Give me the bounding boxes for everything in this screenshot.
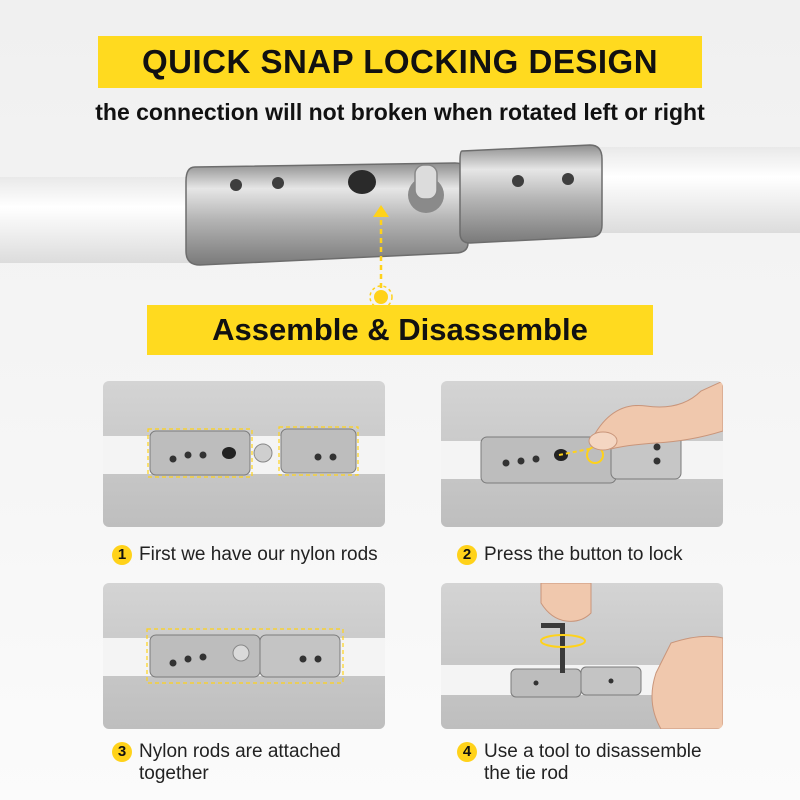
step-1-caption [112, 544, 378, 566]
section-title: Assemble & Disassemble [212, 312, 588, 347]
step-number-badge: 4 [457, 742, 477, 762]
step-text: Nylon rods are attached together [139, 741, 341, 784]
step-4-caption [457, 741, 702, 785]
nylon-rod-left [0, 177, 215, 263]
step-3-caption [112, 741, 341, 785]
hand-icon [589, 381, 723, 450]
step-2-image [441, 381, 723, 527]
hand-icon [541, 583, 723, 729]
step-number-badge: 3 [112, 742, 132, 762]
step-4-image [441, 583, 723, 729]
section-banner [147, 305, 653, 355]
nylon-rod-right [585, 147, 800, 233]
hero-connector-image [0, 125, 800, 325]
step-text: First we have our nylon rods [139, 544, 378, 565]
page-title: QUICK SNAP LOCKING DESIGN [141, 43, 659, 80]
subtitle: the connection will not broken when rotated left or right [95, 99, 705, 125]
title-banner [98, 36, 702, 88]
step-number-badge: 1 [112, 545, 132, 565]
step-text: Use a tool to disassemble the tie rod [484, 741, 702, 784]
ferrule-right [460, 145, 602, 243]
step-text: Press the button to lock [484, 544, 683, 565]
step-2-caption [457, 544, 683, 566]
step-number-badge: 2 [457, 545, 477, 565]
step-1-image [103, 381, 385, 527]
step-3-image [103, 583, 385, 729]
